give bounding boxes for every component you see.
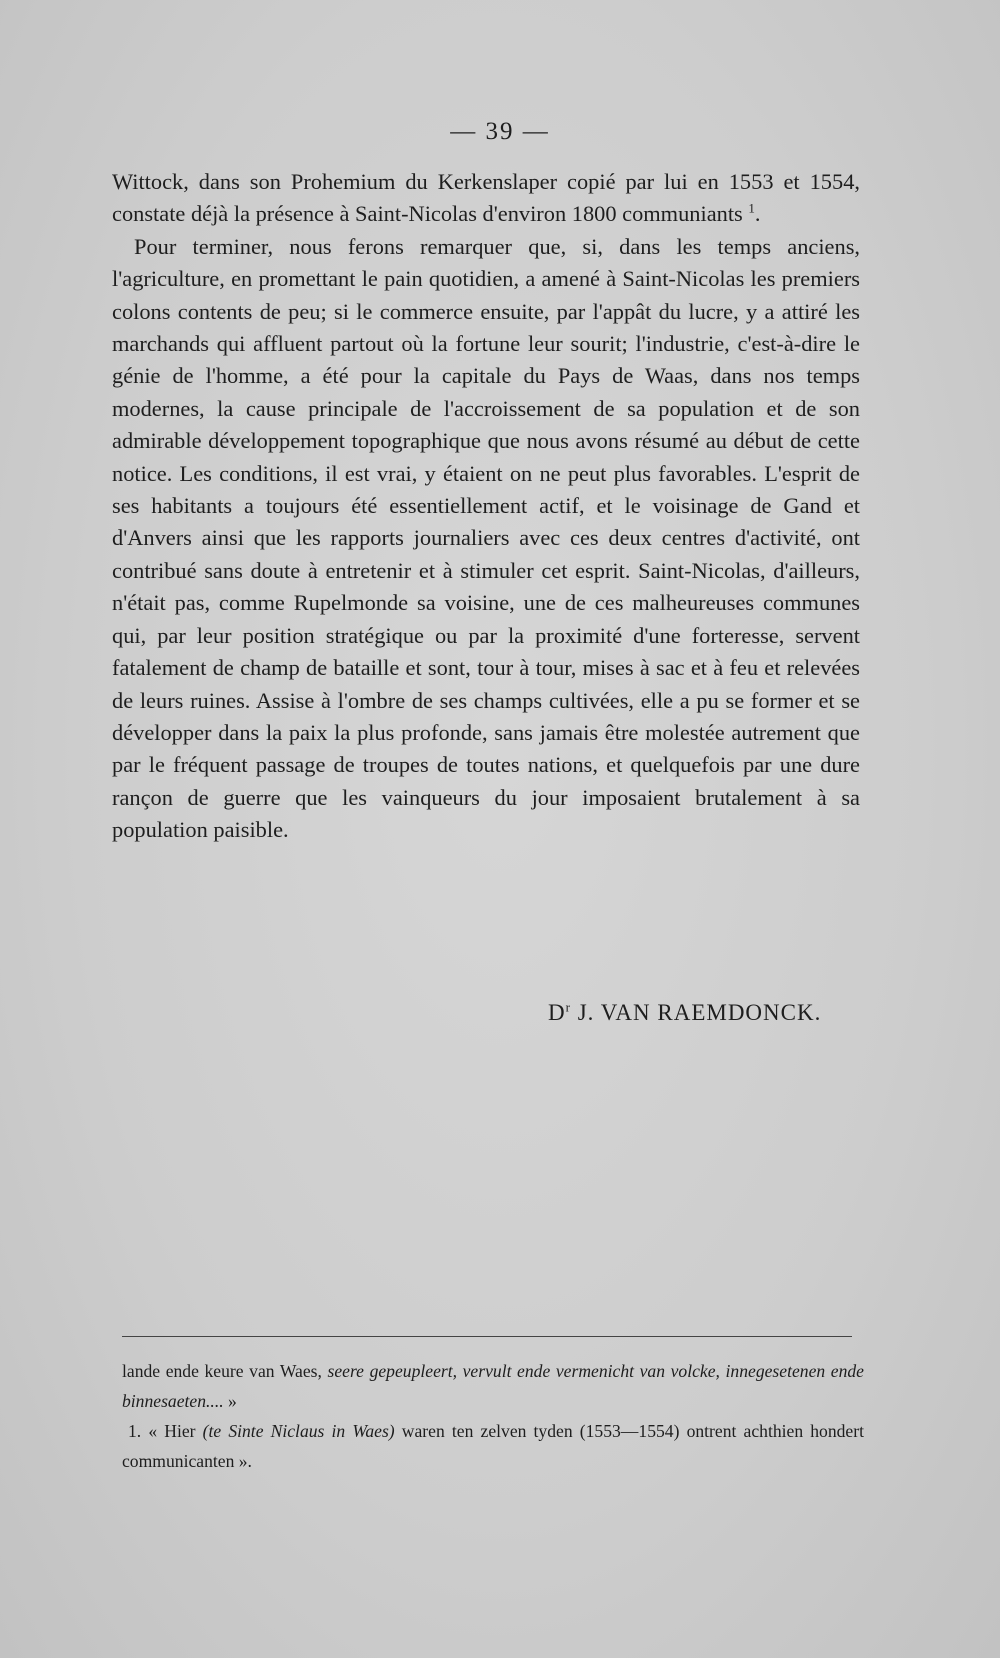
signature-title: D xyxy=(548,1000,566,1025)
page-number: — 39 — xyxy=(450,118,550,145)
footnote-1-italic: (te Sinte Niclaus in Waes) xyxy=(202,1421,395,1441)
footnote-marker: 1 xyxy=(748,200,755,216)
footnote-continuation xyxy=(122,1356,864,1416)
footnote-1 xyxy=(122,1416,864,1476)
footnote-1-open: « Hier xyxy=(141,1421,203,1441)
signature-name: J. VAN RAEMDONCK. xyxy=(577,1000,822,1025)
footnote-1-marker: 1. xyxy=(128,1421,142,1441)
paragraph-1-text: Wittock, dans son Prohemium du Kerkenslaper copié par lui en 1553 et 1554, constate déjà la présence à Saint-Nicolas d'environ 1800 communiants xyxy=(112,169,860,227)
paragraph-1-end: . xyxy=(754,201,761,227)
footnote-continuation-italic: seere gepeupleert, vervult ende vermenicht van volcke, innegesetenen ende binnesaeten.... xyxy=(122,1361,864,1411)
body-text xyxy=(112,166,860,847)
footnote-1-rest: waren ten zelven tyden (1553—1554) ontrent achthien hondert communicanten ». xyxy=(122,1421,864,1471)
signature-title-sup: r xyxy=(565,999,571,1015)
paragraph-2: Pour terminer, nous ferons remarquer que, si, dans les temps anciens, l'agriculture, en promettant le pain quotidien, a amené à Saint-Nicolas les premiers colons contents de peu; si le commerce ensuite, par l'appât du lucre, y a attiré les marchands qui affluent partout où la fortune leur sourit; l'industrie, c'est-à-dire le génie de l'homme, a été pour la capitale du Pays de Waas, dans nos temps modernes, la cause principale de l'accroissement de sa population et de son admirable développement topographique que nous avons résumé au début de cette notice. Les conditions, il est vrai, y étaient on ne peut plus favorables. L'esprit de ses habitants a toujours été essentiellement actif, et le voisinage de Gand et d'Anvers ainsi que les rapports journaliers avec ces deux centres d'activité, ont contribué sans doute à entretenir et à stimuler cet esprit. Saint-Nicolas, d'ailleurs, n'était pas, comme Rupelmonde sa voisine, une de ces malheureuses communes qui, par leur position stratégique ou par la proximité d'une forteresse, servent fatalement de champ de bataille et sont, tour à tour, mises à sac et à feu et relevées de leurs ruines. Assise à l'ombre de ses champs cultivées, elle a pu se former et se développer dans la paix la plus profonde, sans jamais être molestée autrement que par le fréquent passage de troupes de toutes nations, et quelquefois par une dure rançon de guerre que les vainqueurs du jour imposaient brutalement à sa population paisible. xyxy=(112,233,860,843)
author-signature xyxy=(548,1000,878,1026)
footnotes xyxy=(122,1356,864,1476)
footnote-continuation-close: » xyxy=(223,1391,237,1411)
paragraph-1 xyxy=(112,166,860,231)
footnote-divider xyxy=(122,1336,852,1337)
footnote-continuation-plain: lande ende keure van Waes, xyxy=(122,1361,328,1381)
